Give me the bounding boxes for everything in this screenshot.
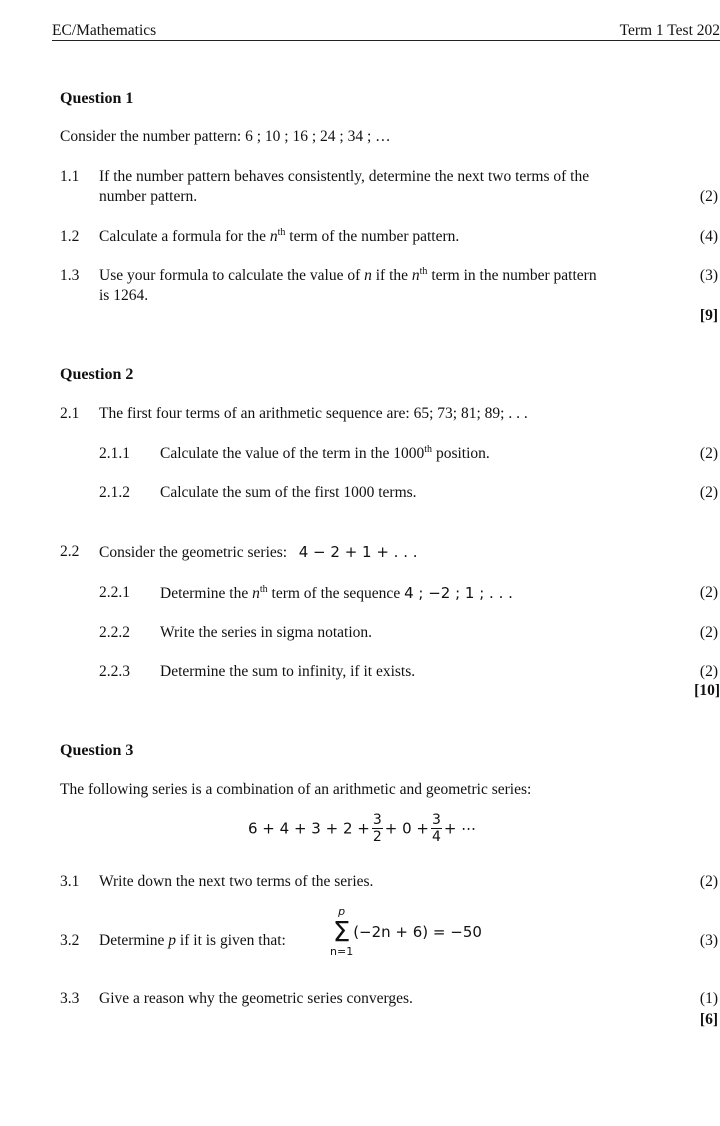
item-2-1-1-mark: (2) [699,445,718,462]
item-2-2-3-mark: (2) [699,663,718,680]
question-3-title: Question 3 [60,742,134,759]
question-2-title: Question 2 [60,366,134,383]
item-3-1-mark: (2) [699,873,718,890]
item-2-2-1-mark: (2) [699,584,718,601]
item-1-3-text-line2: is 1264. [99,287,149,304]
item-2-2-text: Consider the geometric series: 4 − 2 + 1 + . . . [99,543,418,561]
item-2-2-1-number: 2.2.1 [99,584,130,601]
item-3-3-mark: (1) [699,990,718,1007]
item-2-1-2-mark: (2) [699,484,718,501]
item-3-3-number: 3.3 [60,990,80,1007]
item-1-2-text: Calculate a formula for the $n^{th}$ term of the number pattern. [99,227,460,245]
question-3-total: [6] [699,1011,718,1028]
item-3-2-number: 3.2 [60,932,80,949]
sigma-symbol: p Σ n=1 [330,905,354,958]
item-1-2-mark: (4) [699,228,718,245]
question-3-intro: The following series is a combination of an arithmetic and geometric series: [60,781,532,798]
item-2-1-number: 2.1 [60,405,80,422]
item-1-3-mark: (3) [699,267,718,284]
item-2-2-1-text: Determine the $n^{th}$ term of the sequence 4 ; −2 ; 1 ; . . . [160,584,513,602]
question-3-series: 6 + 4 + 3 + 2 + $\frac{3}{2}$ + 0 + $\frac{3}{4}$ + ⋯ [248,812,477,845]
item-1-1-text-line1: If the number pattern behaves consistently, determine the next two terms of the [99,168,590,185]
item-3-3-text: Give a reason why the geometric series converges. [99,990,413,1007]
item-2-1-1-number: 2.1.1 [99,445,130,462]
item-2-2-2-number: 2.2.2 [99,624,130,641]
page-header [52,22,720,41]
item-1-1-mark: (2) [699,188,718,205]
item-1-2-number: 1.2 [60,228,80,245]
question-1-title: Question 1 [60,90,134,107]
item-1-3-text-line1: Use your formula to calculate the value of n if the $n^{th}$ term in the number pattern [99,266,597,284]
item-3-2-sigma-equation: p Σ n=1 (−2n + 6) = −50 [330,905,482,958]
item-2-2-number: 2.2 [60,543,80,560]
item-3-2-text: Determine p if it is given that: [99,932,286,949]
header-test-name: Term 1 Test 202 [619,22,720,39]
item-2-1-text: The first four terms of an arithmetic sequence are: 65; 73; 81; 89; . . . [99,405,528,422]
item-3-2-mark: (3) [699,932,718,949]
item-2-1-2-number: 2.1.2 [99,484,130,501]
question-1-intro: Consider the number pattern: 6 ; 10 ; 16 ; 24 ; 34 ; … [60,128,391,145]
header-subject: EC/Mathematics [52,22,157,39]
question-2-total: [10] [694,682,720,699]
item-2-2-3-number: 2.2.3 [99,663,130,680]
item-2-2-3-text: Determine the sum to infinity, if it exists. [160,663,416,680]
item-2-1-2-text: Calculate the sum of the first 1000 terms. [160,484,417,501]
question-1-total: [9] [699,307,718,324]
item-1-1-number: 1.1 [60,168,80,185]
item-2-2-2-mark: (2) [699,624,718,641]
item-2-2-2-text: Write the series in sigma notation. [160,624,373,641]
item-2-2-series: 4 − 2 + 1 + . . . [298,543,418,561]
item-3-1-text: Write down the next two terms of the series. [99,873,374,890]
item-1-1-text-line2: number pattern. [99,188,198,205]
item-1-3-number: 1.3 [60,267,80,284]
item-2-1-1-text: Calculate the value of the term in the 1000th position. [160,444,490,462]
item-3-1-number: 3.1 [60,873,80,890]
